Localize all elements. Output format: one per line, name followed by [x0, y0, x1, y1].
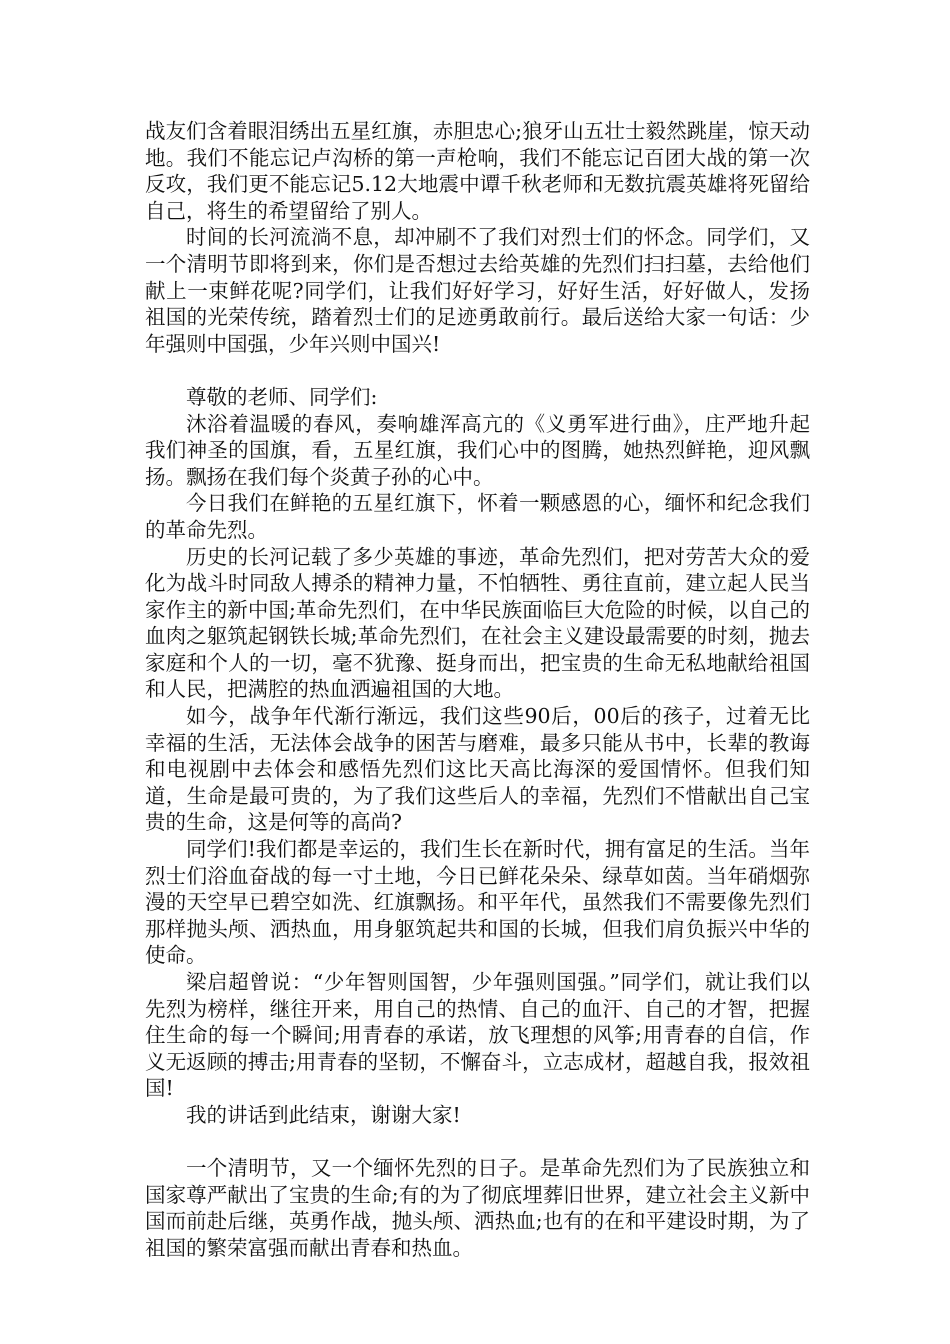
paragraph: 时间的长河流淌不息，却冲刷不了我们对烈士们的怀念。同学们，又一个清明节即将到来，你们是否想过去给英雄的先烈们扫扫墓，去给他们献上一束鲜花呢?同学们，让我们好好学习，好好生活，好好做人，发扬祖国的光荣传统，踏着烈士们的足迹勇敢前行。最后送给大家一句话：少年强则中国强，少年兴则中国兴!	[145, 225, 810, 356]
paragraph: 同学们!我们都是幸运的，我们生长在新时代，拥有富足的生活。当年烈士们浴血奋战的每一寸土地，今日已鲜花朵朵、绿草如茵。当年硝烟弥漫的天空早已碧空如洗、红旗飘扬。和平年代，虽然我们不需要像先烈们那样抛头颅、洒热血，用身躯筑起共和国的长城，但我们肩负振兴中华的使命。	[145, 837, 810, 968]
paragraph-continued: 战友们含着眼泪绣出五星红旗，赤胆忠心;狼牙山五壮士毅然跳崖，惊天动地。我们不能忘记卢沟桥的第一声枪响，我们不能忘记百团大战的第一次反攻，我们更不能忘记5.12大地震中谭千秋老师和无数抗震英雄将死留给自己，将生的希望留给了别人。	[145, 119, 810, 223]
paragraph: 如今，战争年代渐行渐远，我们这些90后，00后的孩子，过着无比幸福的生活，无法体会战争的困苦与磨难，最多只能从书中，长辈的教诲和电视剧中去体会和感悟先烈们这比天高比海深的爱国情怀。但我们知道，生命是最可贵的，为了我们这些后人的幸福，先烈们不惜献出自己宝贵的生命，这是何等的高尚?	[145, 704, 810, 835]
paragraph: 沐浴着温暖的春风，奏响雄浑高亢的《义勇军进行曲》，庄严地升起我们神圣的国旗，看，五星红旗，我们心中的图腾，她热烈鲜艳，迎风飘扬。飘扬在我们每个炎黄子孙的心中。	[145, 411, 810, 489]
paragraph: 今日我们在鲜艳的五星红旗下，怀着一颗感恩的心，缅怀和纪念我们的革命先烈。	[145, 491, 810, 542]
closing-line: 我的讲话到此结束，谢谢大家!	[186, 1102, 461, 1127]
section-gap	[145, 357, 810, 384]
document-page	[145, 118, 810, 1262]
paragraph: 梁启超曾说：“少年智则国智，少年强则国强。”同学们，就让我们以先烈为榜样，继往开来，用自己的热情、自己的血汗、自己的才智，把握住生命的每一个瞬间;用青春的承诺，放飞理想的风筝;用青春的自信，作义无返顾的搏击;用青春的坚韧，不懈奋斗，立志成材，超越自我，报效祖国!	[145, 970, 810, 1101]
section-gap	[145, 1129, 810, 1156]
paragraph: 一个清明节，又一个缅怀先烈的日子。是革命先烈们为了民族独立和国家尊严献出了宝贵的生命;有的为了彻底埋葬旧世界，建立社会主义新中国而前赴后继，英勇作战，抛头颅、洒热血;也有的在和平建设时期，为了祖国的繁荣富强而献出青春和热血。	[145, 1156, 810, 1260]
salutation: 尊敬的老师、同学们:	[186, 384, 378, 409]
paragraph: 历史的长河记载了多少英雄的事迹，革命先烈们，把对劳苦大众的爱化为战斗时同敌人搏杀的精神力量，不怕牺牲、勇往直前，建立起人民当家作主的新中国;革命先烈们，在中华民族面临巨大危险的时候，以自己的血肉之躯筑起钢铁长城;革命先烈们，在社会主义建设最需要的时刻，抛去家庭和个人的一切，毫不犹豫、挺身而出，把宝贵的生命无私地献给祖国和人民，把满腔的热血洒遍祖国的大地。	[145, 544, 810, 702]
